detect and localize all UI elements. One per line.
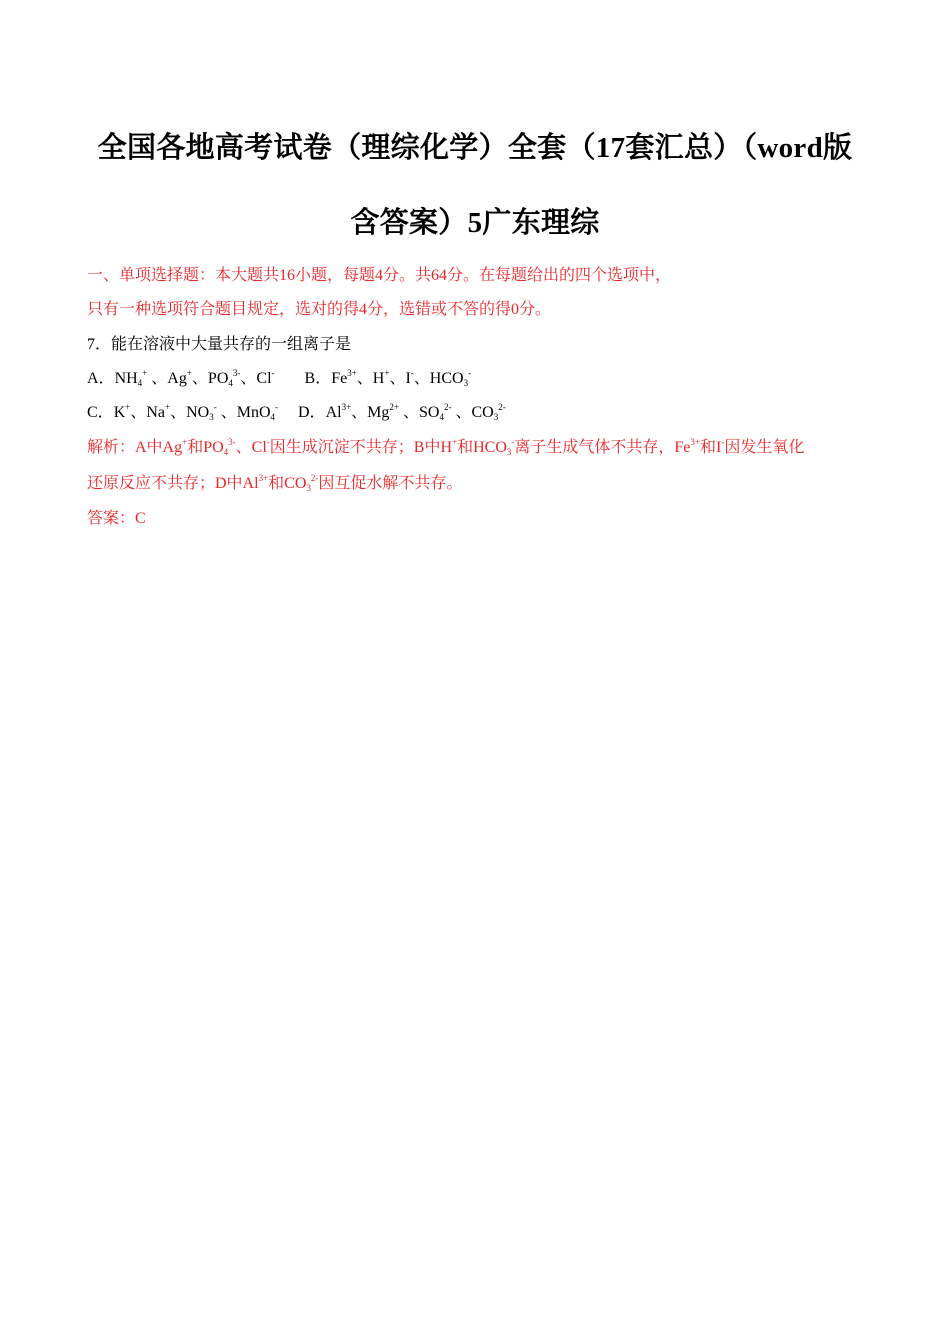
option-d: D．$Al^{3+}$、$Mg^{2+}$ 、$SO_4^{2-}$ 、$CO_3^{2-}$ — [298, 402, 506, 422]
page-title-line-2: 含答案）5广东理综 — [350, 207, 600, 239]
section-instruction-line-2: 只有一种选项符合题目规定，选对的得4分，选错或不答的得0分。 — [87, 301, 552, 318]
option-b: B．$Fe^{3+}$、H+、I-、$HCO_3^-$ — [304, 368, 472, 388]
options-row-cd — [87, 401, 506, 425]
option-c: C．K+、Na+、$NO_3^-$ 、MnO$_4$- — [87, 402, 278, 422]
question-stem: 7．能在溶液中大量共存的一组离子是 — [87, 336, 352, 353]
analysis-line-1: 解析：A中Ag+和$PO_4^{3-}$、Cl-因生成沉淀不共存；B中H+和$HCO_3^-$离子生成气体不共存，$Fe^{3+}$和I-因发生氧化 — [87, 437, 805, 457]
answer-line: 答案：C — [87, 510, 146, 527]
page-title-line-1: 全国各地高考试卷（理综化学）全套（17套汇总）（word版 — [97, 132, 853, 164]
section-instruction-line-1: 一、单项选择题：本大题共16小题，每题4分。共64分。在每题给出的四个选项中， — [87, 267, 672, 284]
analysis-line-2: 还原反应不共存；D中$Al^{3+}$和$CO_3^{2-}$因互促水解不共存。 — [87, 473, 463, 493]
options-row-ab — [87, 367, 471, 391]
option-a: A．$NH_4^+$ 、Ag+、$PO_4^{3-}$、Cl- — [87, 368, 275, 388]
